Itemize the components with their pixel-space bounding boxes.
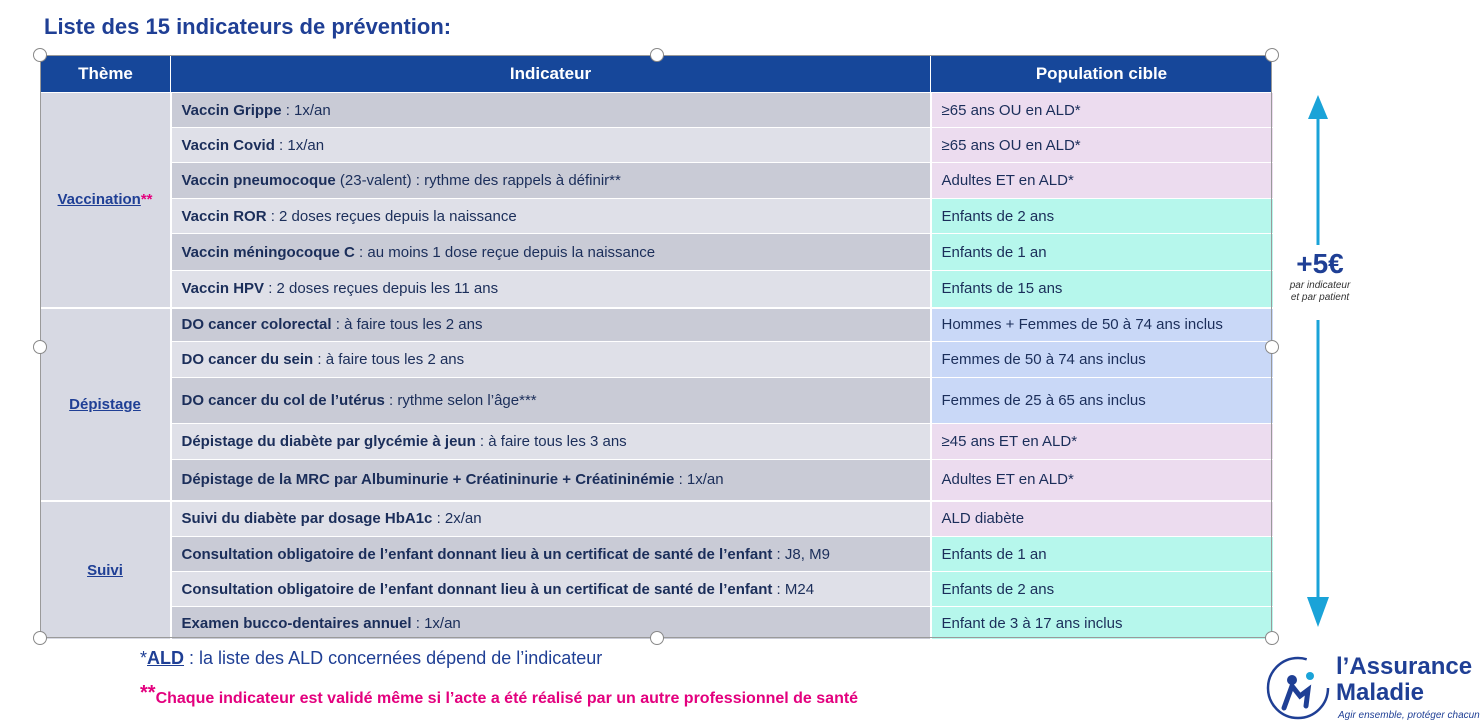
indicator-cell: Consultation obligatoire de l’enfant donnant lieu à un certificat de santé de l’enfant : M24: [171, 572, 931, 607]
table-row: [41, 93, 1273, 128]
indicator-cell: Vaccin pneumocoque (23-valent) : rythme des rappels à définir**: [171, 163, 931, 199]
theme-suivi[interactable]: [41, 501, 171, 640]
table-row: [41, 424, 1273, 460]
table-row: [41, 163, 1273, 199]
resize-handle-right[interactable]: [1265, 340, 1279, 354]
indicator-cell: DO cancer du col de l’utérus : rythme selon l’âge***: [171, 378, 931, 424]
population-cell: Enfants de 2 ans: [931, 199, 1273, 234]
population-cell: Femmes de 25 à 65 ans inclus: [931, 378, 1273, 424]
resize-handle-bottom[interactable]: [650, 631, 664, 645]
population-cell: Enfants de 1 an: [931, 234, 1273, 271]
population-cell: Enfant de 3 à 17 ans inclus: [931, 607, 1273, 640]
logo-text: l’Assurance Maladie: [1336, 653, 1473, 706]
theme-depistage[interactable]: [41, 308, 171, 501]
header-indicateur: Indicateur: [171, 56, 931, 93]
population-cell: ≥45 ans ET en ALD*: [931, 424, 1273, 460]
population-cell: ≥65 ans OU en ALD*: [931, 128, 1273, 163]
indicator-cell: Consultation obligatoire de l’enfant donnant lieu à un certificat de santé de l’enfant : J8, M9: [171, 537, 931, 572]
bonus-amount: +5€: [1296, 248, 1344, 279]
resize-handle-top-right[interactable]: [1265, 48, 1279, 62]
theme-vaccination-label[interactable]: Vaccination: [57, 191, 141, 209]
resize-handle-bottom-right[interactable]: [1265, 631, 1279, 645]
population-cell: Femmes de 50 à 74 ans inclus: [931, 342, 1273, 378]
table-row: [41, 378, 1273, 424]
indicator-cell: Suivi du diabète par dosage HbA1c : 2x/an: [171, 501, 931, 537]
indicator-cell: DO cancer du sein : à faire tous les 2 ans: [171, 342, 931, 378]
population-cell: Enfants de 15 ans: [931, 271, 1273, 308]
indicators-table: [40, 55, 1273, 640]
bonus-line1: par indicateur: [1289, 280, 1351, 291]
indicator-cell: Dépistage du diabète par glycémie à jeun : à faire tous les 3 ans: [171, 424, 931, 460]
population-cell: Adultes ET en ALD*: [931, 163, 1273, 199]
table-row: [41, 234, 1273, 271]
resize-handle-top-left[interactable]: [33, 48, 47, 62]
table-row: [41, 537, 1273, 572]
resize-handle-bottom-left[interactable]: [33, 631, 47, 645]
theme-depistage-label[interactable]: Dépistage: [69, 395, 141, 413]
resize-handle-top[interactable]: [650, 48, 664, 62]
indicator-cell: Vaccin méningocoque C : au moins 1 dose reçue depuis la naissance: [171, 234, 931, 271]
bonus-label: [1278, 248, 1362, 304]
logo-emblem-icon: [1262, 650, 1334, 722]
table-row: [41, 501, 1273, 537]
indicator-cell: Vaccin ROR : 2 doses reçues depuis la naissance: [171, 199, 931, 234]
population-cell: Adultes ET en ALD*: [931, 460, 1273, 501]
table-row: [41, 308, 1273, 342]
table-row: [41, 460, 1273, 501]
theme-vaccination-mark: **: [140, 191, 153, 209]
population-cell: Enfants de 2 ans: [931, 572, 1273, 607]
bonus-line2: et par patient: [1290, 292, 1350, 303]
table-row: [41, 572, 1273, 607]
header-theme: Thème: [41, 56, 171, 93]
footnote-validation: **Chaque indicateur est validé même si l’acte a été réalisé par un autre professionnel de santé: [140, 682, 859, 707]
indicator-cell: DO cancer colorectal : à faire tous les 2 ans: [171, 308, 931, 342]
population-cell: ≥65 ans OU en ALD*: [931, 93, 1273, 128]
assurance-maladie-logo: [1262, 650, 1480, 726]
indicator-cell: Vaccin Covid : 1x/an: [171, 128, 931, 163]
footnote-ald: *ALD : la liste des ALD concernées dépend de l’indicateur: [140, 648, 603, 668]
logo-tagline: Agir ensemble, protéger chacun: [1338, 710, 1480, 721]
indicator-cell: Vaccin HPV : 2 doses reçues depuis les 11 ans: [171, 271, 931, 308]
theme-vaccination[interactable]: [41, 93, 171, 308]
header-population: Population cible: [931, 56, 1273, 93]
ald-link[interactable]: ALD: [147, 648, 185, 668]
resize-handle-left[interactable]: [33, 340, 47, 354]
indicator-cell: Vaccin Grippe : 1x/an: [171, 93, 931, 128]
page-title: Liste des 15 indicateurs de prévention:: [44, 14, 452, 39]
double-arrow-icon: [1296, 95, 1340, 635]
population-cell: Enfants de 1 an: [931, 537, 1273, 572]
table-row: [41, 271, 1273, 308]
indicator-cell: Dépistage de la MRC par Albuminurie + Créatininurie + Créatininémie : 1x/an: [171, 460, 931, 501]
indicator-cell: Examen bucco-dentaires annuel : 1x/an: [171, 607, 931, 640]
theme-suivi-label[interactable]: Suivi: [87, 561, 123, 579]
table-row: [41, 199, 1273, 234]
population-cell: Hommes + Femmes de 50 à 74 ans inclus: [931, 308, 1273, 342]
table-row: [41, 342, 1273, 378]
population-cell: ALD diabète: [931, 501, 1273, 537]
table-row: [41, 128, 1273, 163]
